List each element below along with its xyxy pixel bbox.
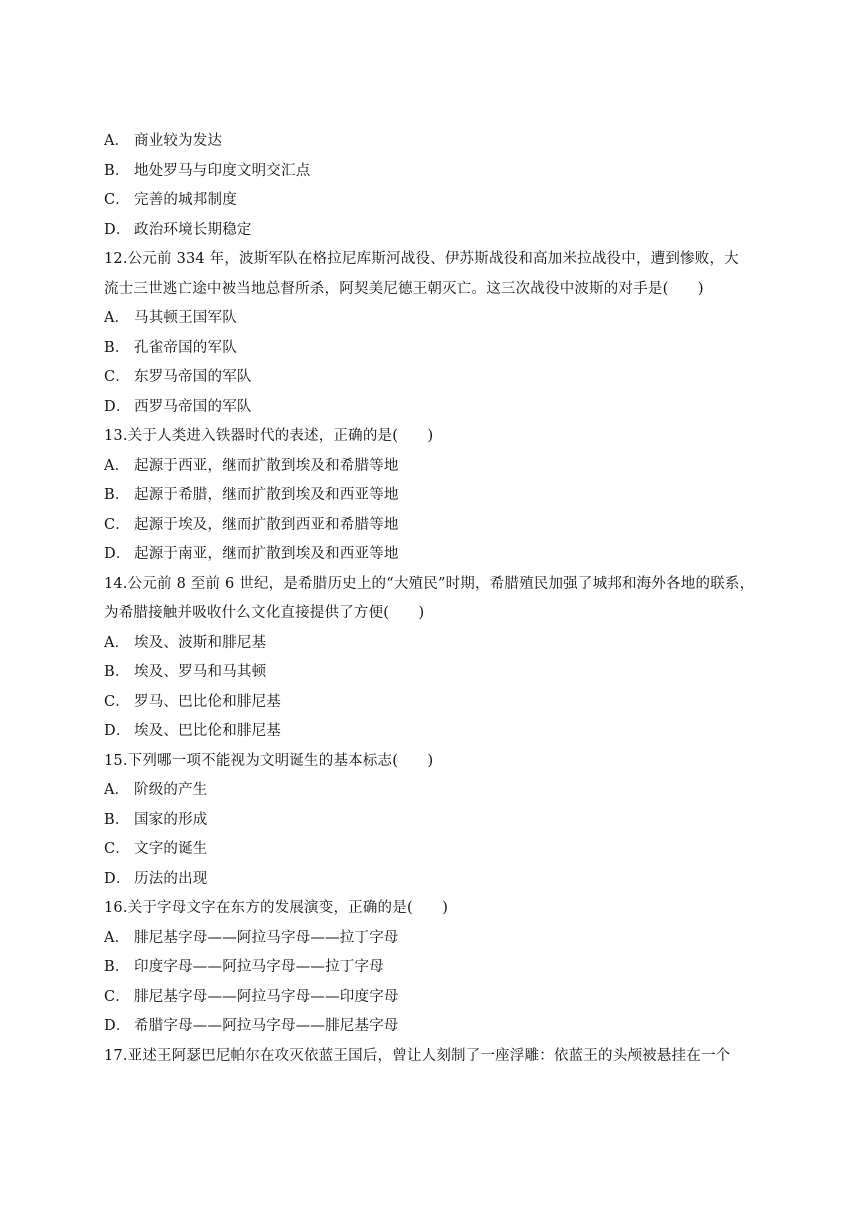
option-letter: B． <box>104 162 130 179</box>
option-letter: A． <box>104 310 130 326</box>
question-13-stem: 13.关于人类进入铁器时代的表述，正确的是( ) <box>104 428 434 444</box>
option-text: 地处罗马与印度文明交汇点 <box>134 162 311 179</box>
option-c <box>104 688 764 718</box>
option-a <box>104 452 764 482</box>
option-a <box>104 127 764 157</box>
option-letter: D． <box>104 221 131 238</box>
option-letter: A． <box>104 929 130 946</box>
option-text: 西罗马帝国的军队 <box>134 398 252 415</box>
question-12-stem-line-1: 12.公元前 334 年，波斯军队在格拉尼库斯河战役、伊苏斯战役和高加米拉战役中，遭到惨败，大 <box>104 251 739 267</box>
option-letter: D． <box>104 1018 131 1034</box>
option-text: 印度字母——阿拉马字母——拉丁字母 <box>134 959 384 975</box>
option-letter: B． <box>104 959 130 975</box>
question-17-stem-line-1: 17.亚述王阿瑟巴尼帕尔在攻灭依蓝王国后，曾让人刻制了一座浮雕：依蓝王的头颅被悬挂在一个 <box>104 1047 731 1064</box>
option-text: 文字的诞生 <box>134 841 208 857</box>
option-text: 马其顿王国军队 <box>134 310 237 326</box>
option-d <box>104 1012 764 1042</box>
question-14 <box>104 570 764 747</box>
option-b <box>104 953 764 983</box>
option-a <box>104 304 764 334</box>
question-12 <box>104 245 764 422</box>
option-text: 国家的形成 <box>134 811 208 828</box>
option-c <box>104 186 764 216</box>
option-letter: D． <box>104 870 131 887</box>
option-c <box>104 835 764 865</box>
option-letter: D． <box>104 398 131 415</box>
option-letter: C． <box>104 988 130 1005</box>
option-text: 政治环境长期稳定 <box>134 221 252 238</box>
question-13 <box>104 422 764 570</box>
question-15-stem: 15.下列哪一项不能视为文明诞生的基本标志( ) <box>104 752 434 769</box>
option-text: 商业较为发达 <box>134 133 223 149</box>
option-text: 埃及、波斯和腓尼基 <box>134 634 267 651</box>
option-d <box>104 540 764 570</box>
question-17 <box>104 1042 764 1072</box>
option-letter: B． <box>104 811 130 828</box>
option-text: 起源于南亚，继而扩散到埃及和西亚等地 <box>134 546 399 562</box>
option-text: 历法的出现 <box>134 870 208 887</box>
option-letter: C． <box>104 693 130 710</box>
option-d <box>104 393 764 423</box>
option-letter: C． <box>104 516 130 533</box>
option-letter: B． <box>104 487 130 503</box>
option-c <box>104 511 764 541</box>
option-text: 腓尼基字母——阿拉马字母——印度字母 <box>134 988 399 1005</box>
option-letter: C． <box>104 369 130 385</box>
option-text: 完善的城邦制度 <box>134 192 237 208</box>
option-text: 埃及、罗马和马其顿 <box>134 664 267 680</box>
option-text: 起源于埃及，继而扩散到西亚和希腊等地 <box>134 516 399 533</box>
option-b <box>104 334 764 364</box>
option-text: 东罗马帝国的军队 <box>134 369 252 385</box>
option-letter: A． <box>104 457 130 474</box>
option-text: 希腊字母——阿拉马字母——腓尼基字母 <box>134 1018 399 1034</box>
option-letter: D． <box>104 546 131 562</box>
question-14-stem-line-2: 为希腊接触并吸收什么文化直接提供了方便( ) <box>104 605 425 621</box>
question-15 <box>104 747 764 895</box>
option-text: 阶级的产生 <box>134 782 208 798</box>
option-text: 腓尼基字母——阿拉马字母——拉丁字母 <box>134 929 399 946</box>
option-a <box>104 776 764 806</box>
option-letter: C． <box>104 841 130 857</box>
option-d <box>104 216 764 246</box>
option-a <box>104 629 764 659</box>
option-b <box>104 157 764 187</box>
option-letter: B． <box>104 339 130 356</box>
option-text: 孔雀帝国的军队 <box>134 339 237 356</box>
option-d <box>104 865 764 895</box>
option-letter: C． <box>104 192 130 208</box>
option-b <box>104 806 764 836</box>
option-letter: A． <box>104 133 130 149</box>
question-16 <box>104 894 764 1042</box>
exam-page <box>104 127 764 1071</box>
option-letter: A． <box>104 634 130 651</box>
question-11-options <box>104 127 764 245</box>
option-b <box>104 481 764 511</box>
question-12-stem-line-2: 流士三世逃亡途中被当地总督所杀，阿契美尼德王朝灭亡。这三次战役中波斯的对手是( ) <box>104 280 704 297</box>
option-c <box>104 983 764 1013</box>
option-letter: B． <box>104 664 130 680</box>
option-text: 埃及、巴比伦和腓尼基 <box>134 723 281 739</box>
question-14-stem-line-1: 14.公元前 8 至前 6 世纪，是希腊历史上的“大殖民”时期，希腊殖民加强了城邦和海外各地的联系， <box>104 575 755 592</box>
question-16-stem: 16.关于字母文字在东方的发展演变，正确的是( ) <box>104 900 449 916</box>
option-text: 罗马、巴比伦和腓尼基 <box>134 693 281 710</box>
option-text: 起源于希腊，继而扩散到埃及和西亚等地 <box>134 487 399 503</box>
option-a <box>104 924 764 954</box>
option-letter: A． <box>104 782 130 798</box>
option-letter: D． <box>104 723 131 739</box>
option-c <box>104 363 764 393</box>
option-b <box>104 658 764 688</box>
option-text: 起源于西亚，继而扩散到埃及和希腊等地 <box>134 457 399 474</box>
option-d <box>104 717 764 747</box>
